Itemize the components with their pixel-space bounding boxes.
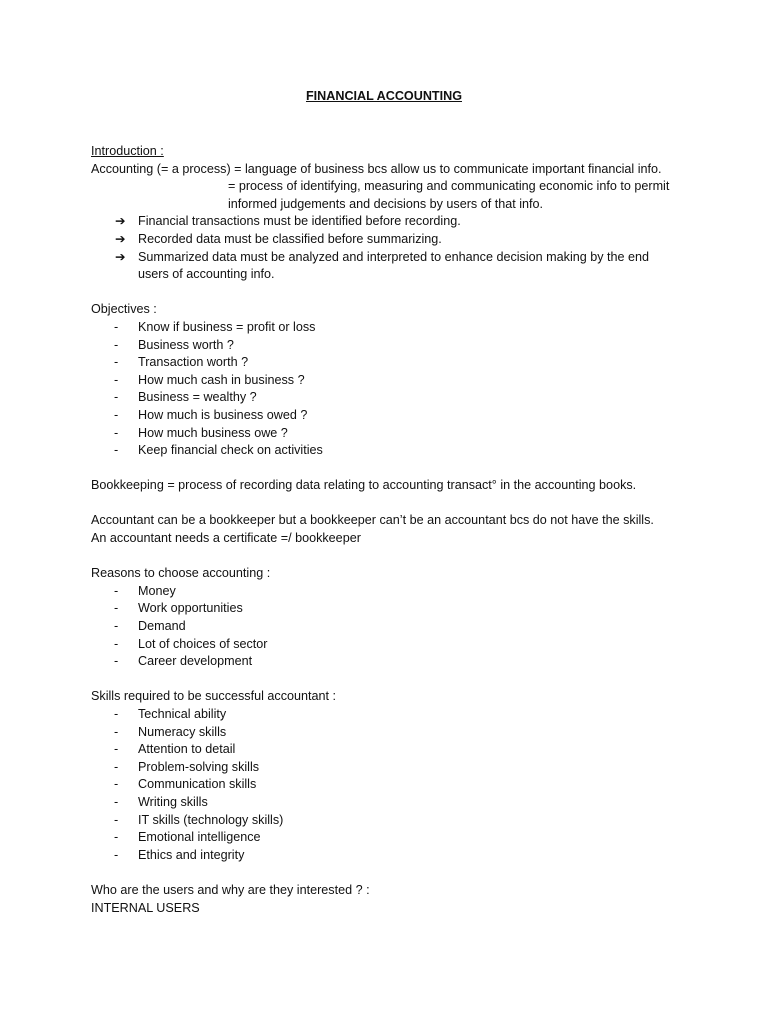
list-item-text: Technical ability xyxy=(138,707,227,721)
list-item xyxy=(91,600,691,618)
intro-definition-2: = process of identifying, measuring and communicating economic info to permit informed judgements and decisions by users of that info. xyxy=(228,179,670,211)
dash-bullet: - xyxy=(114,337,119,352)
list-item xyxy=(91,337,691,355)
list-item xyxy=(91,759,691,777)
intro-arrow-list xyxy=(91,213,691,283)
spacer xyxy=(91,864,691,882)
dash-bullet: - xyxy=(114,601,119,616)
reasons-heading: Reasons to choose accounting : xyxy=(91,566,271,581)
list-item-text: How much cash in business ? xyxy=(138,372,305,387)
dash-bullet: - xyxy=(114,812,119,827)
list-item-text: Writing skills xyxy=(138,794,208,809)
list-item xyxy=(91,372,691,390)
dash-bullet: - xyxy=(114,619,119,634)
spacer xyxy=(91,548,691,566)
list-item-text: Communication skills xyxy=(138,777,257,792)
list-item-text: Demand xyxy=(138,619,186,634)
list-item xyxy=(91,829,691,847)
arrow-list-item xyxy=(91,231,673,249)
list-item xyxy=(91,354,691,372)
list-item-text: Know if business = profit or loss xyxy=(138,319,316,334)
list-item-text: Career development xyxy=(138,654,253,669)
list-item-text: Business worth ? xyxy=(138,337,234,352)
list-item-text: Business = wealthy ? xyxy=(138,390,257,405)
reasons-list xyxy=(91,583,691,671)
list-item xyxy=(91,706,691,724)
spacer xyxy=(91,284,691,302)
list-item-text: How much is business owed ? xyxy=(138,407,308,422)
list-item-text: IT skills (technology skills) xyxy=(138,812,284,827)
list-item-text: Numeracy skills xyxy=(138,724,227,739)
list-item xyxy=(91,407,691,425)
dash-bullet: - xyxy=(114,425,119,440)
bookkeeping-definition: Bookkeeping = process of recording data relating to accounting transact° in the accounting books. xyxy=(91,478,637,493)
list-item xyxy=(91,319,691,337)
arrow-right-icon: ➔ xyxy=(115,214,126,229)
list-item-text: How much business owe ? xyxy=(138,425,288,440)
list-item xyxy=(91,653,691,671)
arrow-list-item xyxy=(91,249,673,284)
skills-heading: Skills required to be successful accountant : xyxy=(91,689,337,704)
list-item-text: Transaction worth ? xyxy=(138,355,249,370)
dash-bullet: - xyxy=(114,654,119,669)
accountant-vs-bookkeeper: Accountant can be a bookkeeper but a bookkeeper can’t be an accountant bcs do not have the skills. xyxy=(91,513,654,528)
list-item xyxy=(91,583,691,601)
list-item xyxy=(91,724,691,742)
intro-definition-1: Accounting (= a process) = language of business bcs allow us to communicate important financial info. xyxy=(91,161,662,176)
arrow-list-item xyxy=(91,213,673,231)
internal-users-heading: INTERNAL USERS xyxy=(91,900,200,915)
users-heading: Who are the users and why are they interested ? : xyxy=(91,882,370,897)
spacer xyxy=(91,671,691,689)
list-item xyxy=(91,389,691,407)
dash-bullet: - xyxy=(114,794,119,809)
list-item xyxy=(91,618,691,636)
spacer xyxy=(91,460,691,478)
list-item-text: Keep financial check on activities xyxy=(138,443,323,458)
list-item-text: Money xyxy=(138,583,176,598)
objectives-heading: Objectives : xyxy=(91,302,157,317)
list-item xyxy=(91,847,691,865)
arrow-right-icon: ➔ xyxy=(115,231,126,246)
dash-bullet: - xyxy=(114,830,119,845)
list-item-text: Emotional intelligence xyxy=(138,830,261,845)
dash-bullet: - xyxy=(114,777,119,792)
arrow-right-icon: ➔ xyxy=(115,249,126,264)
list-item xyxy=(91,425,691,443)
list-item-text: Lot of choices of sector xyxy=(138,636,268,651)
list-item xyxy=(91,442,691,460)
dash-bullet: - xyxy=(114,847,119,862)
intro-heading: Introduction : xyxy=(91,144,164,158)
dash-bullet: - xyxy=(114,724,119,739)
list-item xyxy=(91,636,691,654)
dash-bullet: - xyxy=(114,319,119,334)
list-item-text: Problem-solving skills xyxy=(138,759,260,774)
dash-bullet: - xyxy=(114,407,119,422)
list-item xyxy=(91,741,691,759)
list-item xyxy=(91,776,691,794)
dash-bullet: - xyxy=(114,742,119,757)
dash-bullet: - xyxy=(114,707,119,721)
list-item-text: Attention to detail xyxy=(138,742,236,757)
dash-bullet: - xyxy=(114,372,119,387)
arrow-list-item-text: Financial transactions must be identified before recording. xyxy=(138,214,461,229)
arrow-list-item-text: Summarized data must be analyzed and interpreted to enhance decision making by the end users of accounting info. xyxy=(138,249,650,282)
dash-bullet: - xyxy=(114,355,119,370)
dash-bullet: - xyxy=(114,390,119,405)
list-item xyxy=(91,794,691,812)
list-item xyxy=(91,812,691,830)
arrow-list-item-text: Recorded data must be classified before summarizing. xyxy=(138,231,442,246)
list-item-text: Ethics and integrity xyxy=(138,847,245,862)
spacer xyxy=(91,495,691,513)
dash-bullet: - xyxy=(114,759,119,774)
dash-bullet: - xyxy=(114,443,119,458)
page-title: FINANCIAL ACCOUNTING xyxy=(305,89,462,103)
objectives-list xyxy=(91,319,691,460)
list-item-text: Work opportunities xyxy=(138,601,243,616)
dash-bullet: - xyxy=(114,636,119,651)
accountant-certificate: An accountant needs a certificate =/ bookkeeper xyxy=(91,531,361,546)
skills-list xyxy=(91,706,691,864)
dash-bullet: - xyxy=(114,583,119,598)
document-body xyxy=(91,143,691,917)
